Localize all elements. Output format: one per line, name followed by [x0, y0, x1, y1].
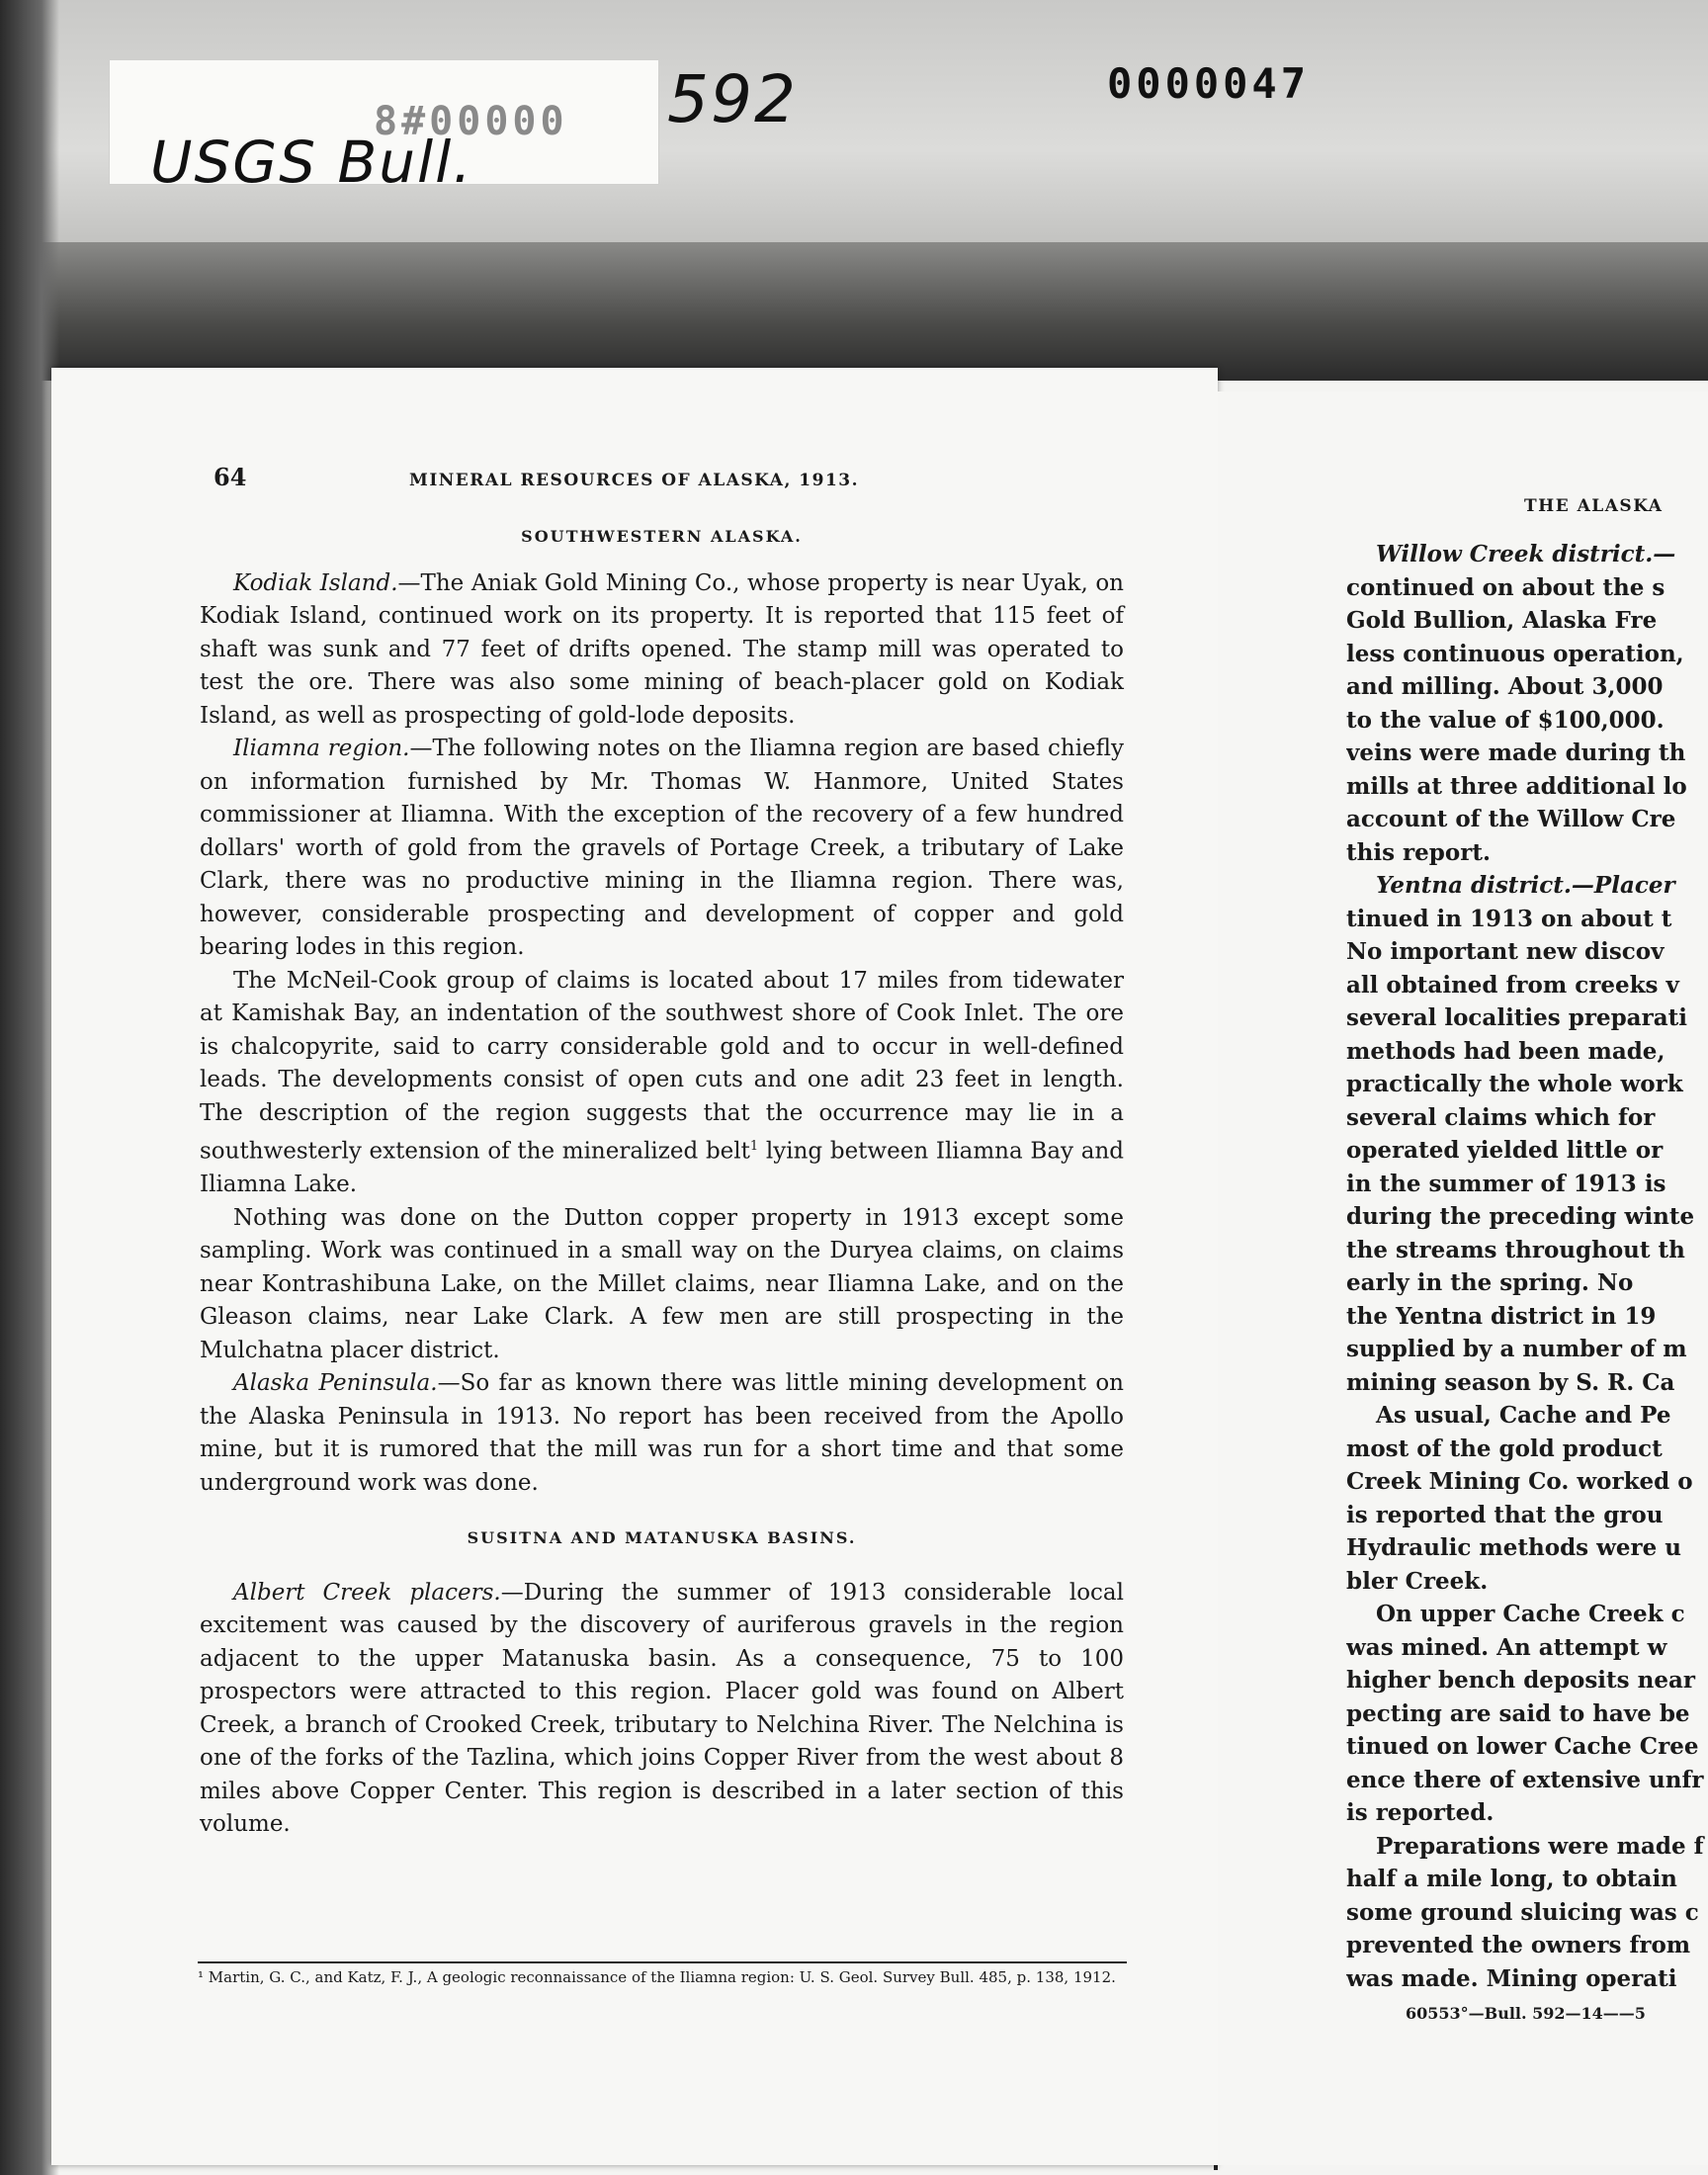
section-heading-susitna: SUSITNA AND MATANUSKA BASINS.	[467, 1528, 857, 1548]
left-page	[51, 368, 1218, 2165]
handwritten-number: 592	[667, 61, 798, 137]
faint-stamp-number: 8#00000	[374, 99, 568, 144]
right-running-head: THE ALASKA	[1524, 496, 1664, 516]
left-body-text	[200, 504, 1124, 1842]
right-page-line: supplied by a number of m	[1346, 1336, 1687, 1362]
right-page-line: operated yielded little or	[1346, 1137, 1664, 1164]
right-page-line: in the summer of 1913 is	[1346, 1170, 1666, 1197]
right-page-line: Willow Creek district.—	[1376, 541, 1676, 567]
right-page-line: all obtained from creeks v	[1346, 971, 1679, 999]
footnote-ref: 1	[749, 1139, 759, 1154]
right-page-line: early in the spring. No	[1346, 1269, 1634, 1296]
right-page-line: methods had been made,	[1346, 1037, 1665, 1065]
lead-kodiak: Kodiak Island.	[233, 569, 398, 596]
handwritten-label: USGS Bull.	[150, 129, 473, 196]
lead-iliamna: Iliamna region.	[233, 736, 410, 761]
paragraph-kodiak	[200, 567, 1124, 734]
right-page-line: No important new discov	[1346, 938, 1665, 965]
paragraph-dutton	[200, 1202, 1124, 1368]
right-page-line: Preparations were made f	[1376, 1832, 1704, 1860]
right-page-line: and milling. About 3,000	[1346, 673, 1664, 700]
right-page-line: the streams throughout th	[1346, 1236, 1685, 1263]
right-page-line: less continuous operation,	[1346, 640, 1684, 667]
paragraph-mcneil-cook	[200, 965, 1124, 1202]
right-page-line: bler Creek.	[1346, 1567, 1489, 1595]
scan-left-edge	[0, 0, 59, 2175]
right-page-line: is reported.	[1346, 1799, 1494, 1826]
right-page-line: several claims which for	[1346, 1103, 1656, 1131]
right-page-line: some ground sluicing was c	[1346, 1898, 1699, 1926]
lead-alaska-peninsula: Alaska Peninsula.	[233, 1370, 438, 1397]
right-page-line: tinued in 1913 on about t	[1346, 905, 1672, 932]
text-alaska-peninsula: —So far as known there was little mining development on the Alaska Peninsula in 1913. No report has been received from the Apollo mine, but it is rumored that the mill was run for a short time and that some underground work was done.	[200, 1370, 1125, 1496]
right-page-line: mills at three additional lo	[1346, 772, 1687, 800]
right-page-line: veins were made during th	[1346, 740, 1686, 766]
right-page-line: half a mile long, to obtain	[1346, 1866, 1677, 1892]
binder-shadow	[40, 242, 1708, 381]
section-heading-southwestern: SOUTHWESTERN ALASKA.	[521, 527, 803, 546]
page-number: 64	[214, 463, 247, 491]
text-kodiak: —The Aniak Gold Mining Co., whose property is near Uyak, on Kodiak Island, continued work on its property. It is reported that 115 feet of shaft was sunk and 77 feet of drifts opened. The stamp mill was operated to test the ore. There was also some mining of beach-placer gold on Kodiak Island, as well as prospecting of gold-lode deposits.	[200, 569, 1124, 729]
right-page-line: account of the Willow Cre	[1346, 806, 1676, 832]
right-page-line: Hydraulic methods were u	[1346, 1534, 1682, 1561]
stamp-number: 0000047	[1107, 59, 1311, 108]
text-dutton: Nothing was done on the Dutton copper property in 1913 except some sampling. Work was continued in a small way on the Duryea claims, on claims near Kontrashibuna Lake, on the Millet claims, near Iliamna Lake, and on the Gleason claims, near Lake Clark. A few men are still prospecting in the Mulchatna placer district.	[200, 1204, 1124, 1363]
right-page-line: As usual, Cache and Pe	[1376, 1402, 1671, 1429]
footnote-rule	[198, 1961, 1127, 1963]
right-page-line: continued on about the s	[1346, 573, 1665, 601]
right-page-line: practically the whole work	[1346, 1071, 1683, 1097]
right-page-line: Creek Mining Co. worked o	[1346, 1468, 1693, 1495]
text-mcneil-b: lying between Iliamna Bay and Iliamna Lake.	[200, 1138, 1124, 1198]
paragraph-albert-creek	[200, 1577, 1124, 1842]
text-iliamna: —The following notes on the Iliamna region are based chiefly on information furnished by Mr. Thomas W. Hanmore, United States commissioner at Iliamna. With the exception of the recovery of a few hundred dollars' worth of gold from the gravels of Portage Creek, a tributary of Lake Clark, there was no productive mining in the Iliamna region. There was, however, considerable prospecting and development of copper and gold bearing lodes in this region.	[200, 736, 1124, 960]
right-page-line: pecting are said to have be	[1346, 1699, 1690, 1727]
right-page-line: was mined. An attempt w	[1346, 1633, 1667, 1661]
right-page-line: Gold Bullion, Alaska Fre	[1346, 607, 1658, 634]
right-page-line: prevented the owners from	[1346, 1932, 1691, 1958]
running-head: MINERAL RESOURCES OF ALASKA, 1913.	[409, 471, 860, 490]
right-page-line: was made. Mining operati	[1346, 1964, 1677, 1992]
lead-albert-creek: Albert Creek placers.	[233, 1579, 501, 1606]
right-page-line: tinued on lower Cache Cree	[1346, 1733, 1699, 1760]
right-page	[1218, 392, 1708, 2165]
text-mcneil-a: The McNeil-Cook group of claims is located about 17 miles from tidewater at Kamishak Bay, an indentation of the southwest shore of Cook Inlet. The ore is chalcopyrite, said to carry considerable gold and to occur in well-defined leads. The developments consist of open cuts and one adit 23 feet in length. The description of the region suggests that the occurrence may lie in a southwesterly extension of the mineralized belt	[200, 967, 1124, 1165]
text-albert-creek: —During the summer of 1913 considerable local excitement was caused by the discovery of auriferous gravels in the region adjacent to the upper Matanuska basin. As a consequence, 75 to 100 prospectors were attracted to this region. Placer gold was found on Albert Creek, a branch of Crooked Creek, tributary to Nelchina River. The Nelchina is one of the forks of the Tazlina, which joins Copper River from the west about 8 miles above Copper Center. This region is described in a later section of this volume.	[200, 1579, 1124, 1838]
right-page-line: mining season by S. R. Ca	[1346, 1368, 1675, 1396]
right-page-line: higher bench deposits near	[1346, 1667, 1695, 1694]
right-page-line: several localities preparati	[1346, 1004, 1687, 1031]
signature-mark: 60553°—Bull. 592—14——5	[1406, 2004, 1646, 2023]
paragraph-iliamna	[200, 733, 1124, 965]
right-page-line: during the preceding winte	[1346, 1203, 1695, 1230]
footnote: ¹ Martin, G. C., and Katz, F. J., A geologic reconnaissance of the Iliamna region: U. S. Geol. Survey Bull. 485, p. 138, 1912.	[198, 1968, 1116, 1986]
right-page-line: the Yentna district in 19	[1346, 1302, 1657, 1330]
right-page-line: to the value of $100,000.	[1346, 706, 1665, 734]
right-page-line: most of the gold product	[1346, 1435, 1663, 1462]
right-body-text	[1346, 538, 1708, 1995]
right-page-line: ence there of extensive unfr	[1346, 1766, 1704, 1793]
right-page-line: On upper Cache Creek c	[1376, 1601, 1685, 1627]
right-page-line: is reported that the grou	[1346, 1501, 1664, 1528]
right-page-line: this report.	[1346, 838, 1491, 866]
right-page-line: Yentna district.—Placer	[1376, 872, 1675, 899]
paragraph-alaska-peninsula	[200, 1367, 1124, 1500]
